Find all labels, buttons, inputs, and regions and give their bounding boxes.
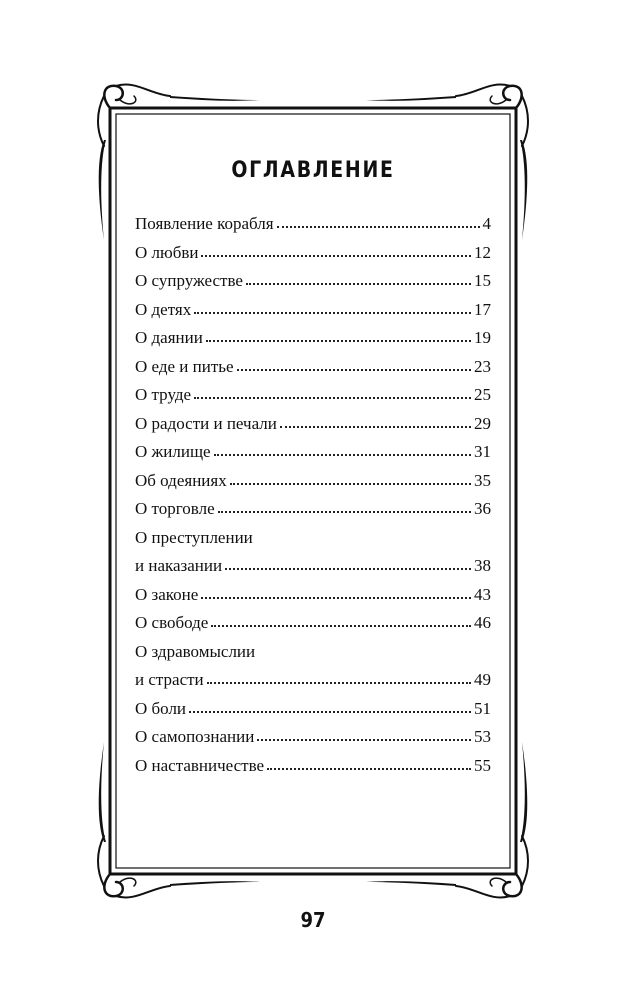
toc-entry-page: 36 <box>474 499 491 518</box>
toc-entry[interactable] <box>135 524 491 581</box>
toc-entry-title: Об одеяниях <box>135 470 227 490</box>
toc-entry-title: и страсти <box>135 670 204 689</box>
table-of-contents <box>135 210 491 780</box>
dot-leader <box>189 709 471 713</box>
toc-entry-page: 23 <box>474 356 491 376</box>
toc-entry-title: О радости и печали <box>135 413 277 433</box>
dot-leader <box>206 338 471 342</box>
toc-entry-page: 31 <box>474 442 491 461</box>
toc-entry-page: 55 <box>474 755 491 775</box>
toc-entry-title: О наставничестве <box>135 755 265 775</box>
toc-entry[interactable] <box>135 695 491 724</box>
toc-entry-title: О супружестве <box>135 271 243 290</box>
toc-entry-title: О труде <box>135 385 192 404</box>
toc-entry-title: О законе <box>135 584 199 604</box>
toc-entry-title: О преступлении <box>135 527 253 547</box>
dot-leader <box>207 680 471 684</box>
dot-leader <box>225 566 471 570</box>
dot-leader <box>214 452 471 456</box>
page-number: 97 <box>300 908 326 932</box>
dot-leader <box>201 253 471 257</box>
toc-entry-title: и наказании <box>135 556 223 575</box>
toc-entry-title: О еде и питье <box>135 356 234 376</box>
toc-entry-title: О торговле <box>135 499 215 518</box>
toc-entry[interactable] <box>135 752 491 781</box>
dot-leader <box>246 281 471 285</box>
toc-entry[interactable] <box>135 467 491 496</box>
toc-entry-page: 12 <box>474 242 491 262</box>
dot-leader <box>230 481 471 485</box>
toc-entry[interactable] <box>135 410 491 439</box>
toc-entry-title: О самопознании <box>135 727 255 746</box>
toc-entry[interactable] <box>135 296 491 325</box>
toc-entry-page: 29 <box>474 413 491 433</box>
toc-entry-page: 15 <box>474 271 491 290</box>
toc-entry-title: О жилище <box>135 442 211 461</box>
toc-entry-page: 43 <box>474 584 491 604</box>
toc-entry[interactable] <box>135 353 491 382</box>
toc-heading: ОГЛАВЛЕНИЕ <box>231 158 395 183</box>
toc-entry[interactable] <box>135 210 491 239</box>
dot-leader <box>211 623 471 627</box>
dot-leader <box>237 367 471 371</box>
toc-entry-page: 51 <box>474 698 491 718</box>
toc-entry-page: 53 <box>474 727 491 746</box>
toc-entry[interactable] <box>135 324 491 353</box>
dot-leader <box>218 509 471 513</box>
toc-entry[interactable] <box>135 267 491 296</box>
toc-entry[interactable] <box>135 723 491 752</box>
toc-entry[interactable] <box>135 638 491 695</box>
toc-entry-title: О здравомыслии <box>135 641 256 661</box>
dot-leader <box>201 595 471 599</box>
toc-entry-page: 17 <box>474 299 491 319</box>
toc-entry-page: 4 <box>482 214 491 233</box>
dot-leader <box>257 737 471 741</box>
dot-leader <box>277 224 480 228</box>
toc-entry-page: 49 <box>474 670 491 689</box>
toc-entry[interactable] <box>135 609 491 638</box>
toc-entry-page: 35 <box>474 470 491 490</box>
toc-entry-title: О свободе <box>135 613 209 632</box>
toc-entry-page: 25 <box>474 385 491 404</box>
toc-entry[interactable] <box>135 581 491 610</box>
toc-entry[interactable] <box>135 495 491 524</box>
toc-entry[interactable] <box>135 438 491 467</box>
dot-leader <box>280 424 471 428</box>
toc-entry-title: О детях <box>135 299 192 319</box>
toc-entry-page: 38 <box>474 556 491 575</box>
toc-entry-page: 19 <box>474 328 491 347</box>
dot-leader <box>267 766 471 770</box>
dot-leader <box>194 310 471 314</box>
dot-leader <box>194 395 471 399</box>
toc-entry-title: О боли <box>135 698 187 718</box>
toc-entry-title: Появление корабля <box>135 214 274 233</box>
toc-entry-title: О любви <box>135 242 199 262</box>
toc-entry-title: О даянии <box>135 328 203 347</box>
toc-entry[interactable] <box>135 381 491 410</box>
toc-entry[interactable] <box>135 239 491 268</box>
toc-entry-page: 46 <box>474 613 491 632</box>
